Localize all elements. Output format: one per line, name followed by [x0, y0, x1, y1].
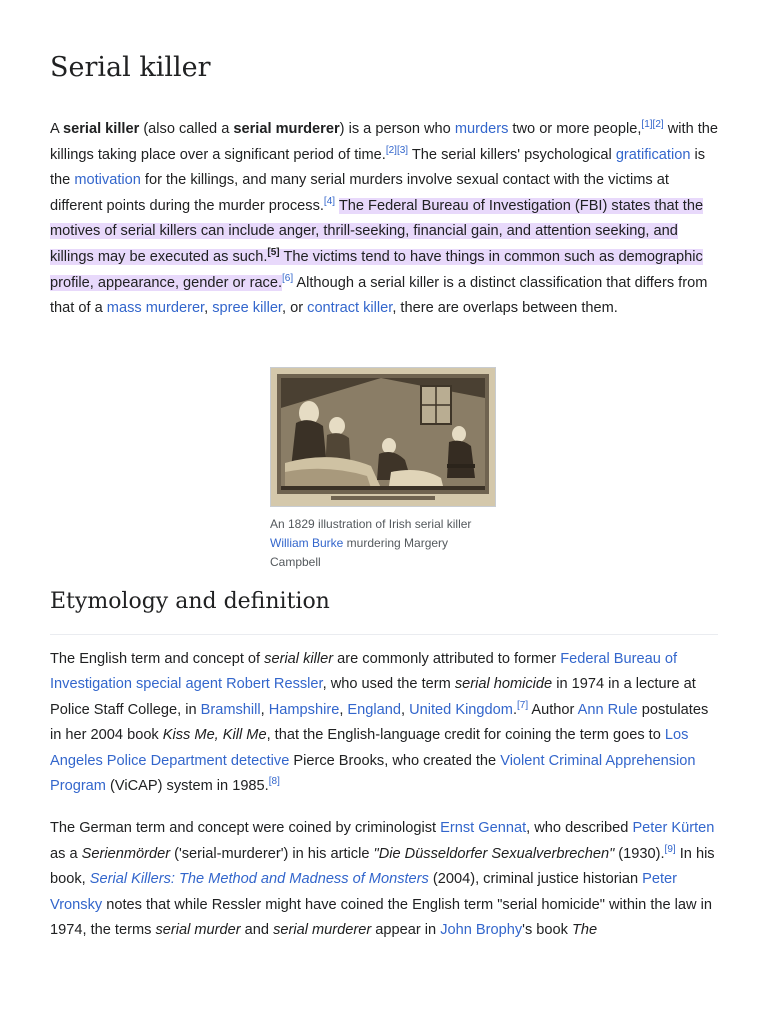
text: The English term and concept of [50, 651, 265, 667]
text: for the killings, and many serial murders involve sexual contact with the victims at different points during the murder process. [50, 172, 669, 214]
italic-term: serial murderer [273, 922, 372, 939]
heading-divider [50, 634, 718, 635]
reference-link[interactable]: [5] [267, 247, 280, 259]
reference-link[interactable]: [8] [268, 776, 280, 788]
italic-term: serial murder [155, 922, 241, 939]
link-gratification[interactable]: gratification [615, 146, 691, 163]
text: , there are overlaps between them. [392, 300, 618, 317]
italic-term: Serienmörder [81, 845, 171, 862]
page-title: Serial killer [50, 52, 211, 83]
text: The serial killers' psychological [408, 146, 616, 163]
link-vicap[interactable]: Violent Criminal Apprehension Program [50, 752, 696, 795]
link-spree-killer[interactable]: spree killer [212, 300, 282, 317]
highlighted-reference[interactable] [267, 249, 283, 265]
link-peter-vronsky[interactable]: Peter Vronsky [50, 871, 678, 913]
text: notes that while Ressler might have coined the English term "serial homicide" within the law in 1974, the terms [50, 896, 712, 939]
text: is the [50, 146, 706, 189]
text: , that the English-language credit for coining the term goes to [266, 727, 665, 744]
bold-term: serial murderer [233, 121, 340, 137]
link-john-brophy[interactable]: John Brophy [440, 922, 523, 939]
text: A [50, 121, 63, 137]
etymology-paragraph-1 [50, 647, 722, 799]
reference-link[interactable]: [7] [517, 699, 529, 711]
reference-link[interactable]: [2] [385, 144, 397, 156]
link-hampshire[interactable]: Hampshire [268, 701, 340, 718]
text: and [240, 922, 274, 939]
link-bramshill[interactable]: Bramshill [200, 701, 261, 718]
section-heading[interactable]: Etymology and definition [50, 589, 330, 614]
caption-text: An 1829 illustration of Irish serial killer [270, 517, 472, 531]
link-robert-ressler[interactable]: Robert Ressler [226, 676, 323, 693]
text: , or [282, 300, 308, 317]
text: , who described [526, 820, 633, 836]
text: , [400, 701, 410, 718]
text: (1930). [614, 845, 665, 862]
link-motivation[interactable]: motivation [74, 172, 141, 189]
link-lapd-detective[interactable]: Los Angeles Police Department detective [50, 727, 689, 769]
text: with the killings taking place over a significant period of time. [50, 121, 719, 163]
link-england[interactable]: England [347, 701, 401, 718]
link-united-kingdom[interactable]: United Kingdom [409, 701, 513, 718]
engraving-illustration [271, 368, 495, 506]
figure-thumbnail [270, 367, 500, 572]
text: , [204, 300, 213, 317]
text: as a [50, 845, 82, 862]
text: are commonly attributed to former [333, 651, 561, 667]
italic-title: Kiss Me, Kill Me [162, 727, 267, 744]
text: ('serial-murderer') in his article [170, 845, 374, 862]
etymology-paragraph-2 [50, 816, 722, 944]
italic-title: "Die Düsseldorfer Sexualverbrechen" [373, 845, 615, 862]
link-william-burke[interactable]: William Burke [270, 536, 344, 550]
text: Although a serial killer is a distinct classification that differs from that of a [50, 274, 708, 317]
italic-term: serial killer [264, 651, 334, 667]
text: Author [528, 701, 578, 718]
reference-link[interactable]: [9] [664, 843, 676, 855]
highlighted-sentence-victims: The victims tend to have things in common such as demographic profile, appearance, gender or race. [50, 248, 703, 291]
caption-text: murdering Margery Campbell [270, 536, 449, 569]
text: Pierce Brooks, who created the [289, 752, 501, 769]
text: appear in [371, 922, 441, 939]
text: . [512, 701, 517, 718]
link-mass-murderer[interactable]: mass murderer [106, 300, 205, 317]
link-serial-killers-book[interactable]: Serial Killers: The Method and Madness of Monsters [89, 871, 429, 888]
text: In his book, [50, 845, 715, 888]
italic-title: The [572, 922, 598, 939]
text: (2004), criminal justice historian [428, 871, 643, 888]
reference-link[interactable]: [6] [282, 272, 294, 284]
link-contract-killer[interactable]: contract killer [307, 300, 393, 317]
text: in 1974 in a lecture at Police Staff College, in [50, 676, 696, 718]
text: , [260, 701, 269, 718]
text: , [339, 701, 348, 718]
text: (also called a [139, 121, 234, 137]
link-ann-rule[interactable]: Ann Rule [577, 701, 638, 718]
text: The German term and concept were coined by criminologist [50, 820, 441, 836]
text: ) is a person who [339, 121, 455, 137]
reference-link[interactable]: [4] [323, 195, 336, 207]
illustration-image[interactable] [270, 367, 496, 507]
text: , who used the term [322, 676, 455, 693]
reference-link[interactable]: [1] [641, 119, 653, 131]
link-peter-kurten[interactable]: Peter Kürten [632, 820, 715, 836]
reference-link[interactable]: [2] [652, 119, 664, 131]
intro-paragraph [50, 117, 722, 322]
reference-link[interactable]: [3] [396, 144, 409, 156]
link-murders[interactable]: murders [454, 121, 509, 137]
text: postulates in her 2004 book [50, 701, 709, 744]
text: 's book [522, 922, 572, 939]
bold-term: serial killer [62, 121, 140, 137]
highlighted-sentence-fbi: The Federal Bureau of Investigation (FBI) states that the motives of serial killers can include anger, thrill-seeking, financial gain, and attention seeking, and killings may be executed as such. [50, 197, 704, 265]
text: (ViCAP) system in 1985. [105, 778, 269, 795]
italic-term: serial homicide [454, 676, 553, 693]
text: two or more people, [508, 121, 642, 137]
link-fbi-special-agent[interactable]: Federal Bureau of Investigation special agent [50, 651, 678, 693]
figure-caption [270, 515, 482, 572]
link-ernst-gennat[interactable]: Ernst Gennat [440, 820, 527, 836]
